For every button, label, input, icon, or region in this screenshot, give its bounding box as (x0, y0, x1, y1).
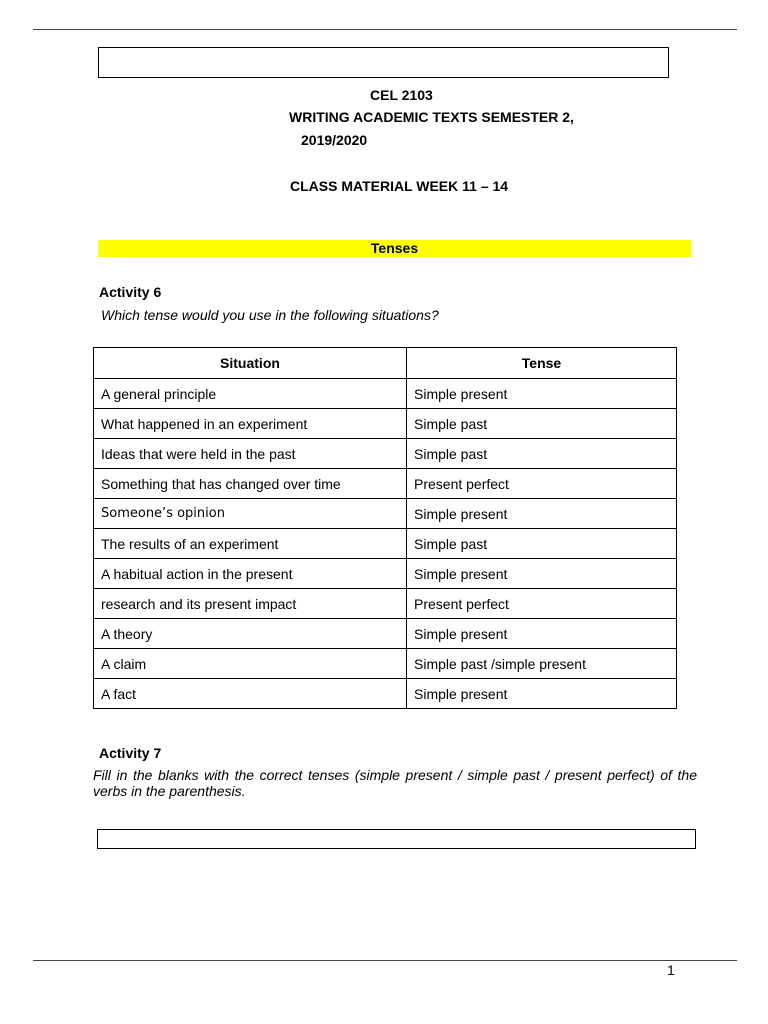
situation-cell: A fact (94, 679, 407, 709)
course-year: 2019/2020 (301, 132, 368, 148)
tense-cell: Simple present (407, 679, 677, 709)
activity6-title: Activity 6 (99, 284, 162, 300)
tense-cell: Present perfect (407, 589, 677, 619)
footer-rule (33, 960, 737, 961)
situation-cell: What happened in an experiment (94, 409, 407, 439)
tense-cell: Simple past /simple present (407, 649, 677, 679)
situation-cell: Something that has changed over time (94, 469, 407, 499)
activity7-instructions: Fill in the blanks with the correct tenses (simple present / simple past / present perfect) of the verbs in the parenthesis. (93, 767, 697, 799)
situation-cell: Ideas that were held in the past (94, 439, 407, 469)
course-title: WRITING ACADEMIC TEXTS SEMESTER 2, (289, 109, 574, 125)
header-box (98, 47, 669, 78)
table-row (94, 679, 677, 709)
tense-cell: Simple past (407, 439, 677, 469)
page-number: 1 (667, 962, 675, 978)
section-title: Tenses (370, 240, 419, 256)
tense-cell: Simple past (407, 529, 677, 559)
situation-cell: A general principle (94, 379, 407, 409)
tense-cell: Simple past (407, 409, 677, 439)
tense-cell: Simple present (407, 379, 677, 409)
section-highlight-bar (98, 240, 691, 257)
header-rule (33, 29, 737, 30)
table-row (94, 559, 677, 589)
situation-cell: A habitual action in the present (94, 559, 407, 589)
course-code: CEL 2103 (370, 87, 433, 103)
column-header-situation: Situation (94, 348, 407, 379)
tense-cell: Simple present (407, 619, 677, 649)
table-row (94, 409, 677, 439)
activity7-title: Activity 7 (99, 745, 162, 761)
table-row (94, 439, 677, 469)
table-row (94, 379, 677, 409)
table-row (94, 619, 677, 649)
activity6-question: Which tense would you use in the following situations? (101, 307, 439, 323)
table-row (94, 469, 677, 499)
situation-cell: research and its present impact (94, 589, 407, 619)
column-header-tense: Tense (407, 348, 677, 379)
tense-cell: Present perfect (407, 469, 677, 499)
situation-cell: Someone’s opinion (94, 499, 407, 529)
table-row (94, 529, 677, 559)
table-row (94, 649, 677, 679)
situation-cell: The results of an experiment (94, 529, 407, 559)
answer-box (97, 829, 696, 849)
situation-cell: A claim (94, 649, 407, 679)
table-row (94, 589, 677, 619)
tense-table (93, 347, 677, 709)
class-material-title: CLASS MATERIAL WEEK 11 – 14 (290, 178, 509, 194)
table-row (94, 499, 677, 529)
tense-cell: Simple present (407, 499, 677, 529)
table-header-row (94, 348, 677, 379)
situation-cell: A theory (94, 619, 407, 649)
tense-cell: Simple present (407, 559, 677, 589)
